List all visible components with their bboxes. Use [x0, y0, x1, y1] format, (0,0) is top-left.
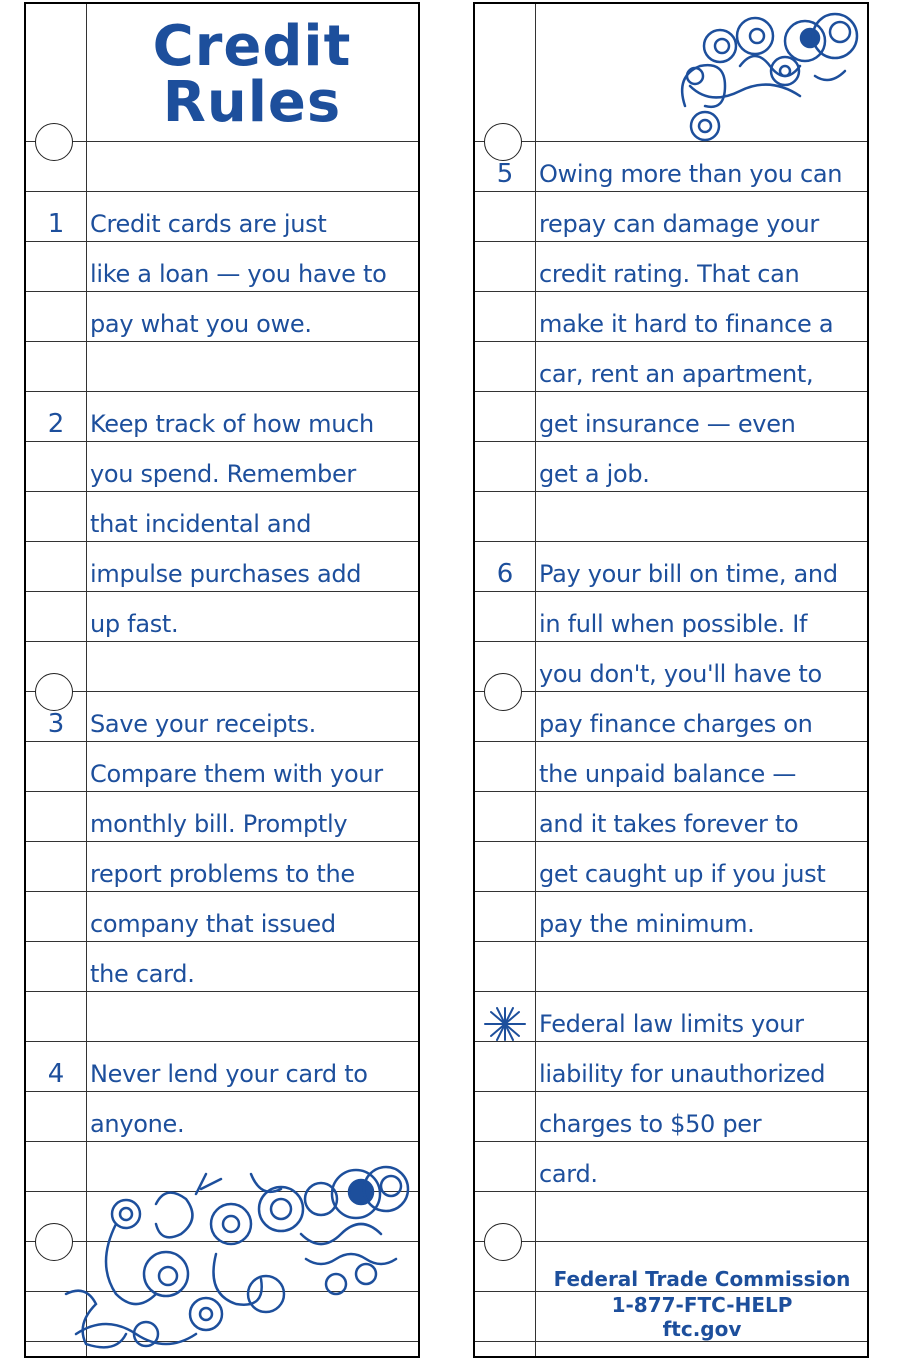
rule-text-line: Keep track of how much — [90, 410, 374, 438]
rule-text-line: that incidental and — [90, 510, 312, 538]
rule-text-line: like a loan — you have to — [90, 260, 387, 288]
rule-text-line: anyone. — [90, 1110, 185, 1138]
rule-text-line: card. — [539, 1160, 598, 1188]
rule-text-line: make it hard to finance a — [539, 310, 834, 338]
rule-text-line: report problems to the — [90, 860, 355, 888]
right-notebook-page — [473, 2, 869, 1358]
rule-text-line: company that issued — [90, 910, 336, 938]
ruled-line — [26, 691, 418, 692]
rule-text-line: in full when possible. If — [539, 610, 808, 638]
title-line-2: Rules — [162, 70, 342, 135]
rule-number: 3 — [47, 709, 65, 739]
rule-text-line: up fast. — [90, 610, 179, 638]
rule-text-line: the card. — [90, 960, 195, 988]
rule-text-line: credit rating. That can — [539, 260, 800, 288]
rule-text-line: Pay your bill on time, and — [539, 560, 838, 588]
rule-text-line: you don't, you'll have to — [539, 660, 822, 688]
rule-text-line: car, rent an apartment, — [539, 360, 814, 388]
rule-text-line: pay finance charges on — [539, 710, 813, 738]
title-line-1: Credit — [152, 14, 352, 79]
rule-text-line: liability for unauthorized — [539, 1060, 826, 1088]
agency-name: Federal Trade Commission — [553, 1267, 851, 1291]
left-notebook-page — [24, 2, 420, 1358]
rule-number: 6 — [496, 559, 514, 589]
rule-text-line: Save your receipts. — [90, 710, 316, 738]
ruled-line — [26, 391, 418, 392]
ruled-line — [475, 991, 867, 992]
rule-text-line: Owing more than you can — [539, 160, 843, 188]
rule-text-line: you spend. Remember — [90, 460, 356, 488]
swirl-doodle-icon — [56, 1164, 416, 1354]
rule-text-line: get insurance — even — [539, 410, 796, 438]
rule-text-line: Credit cards are just — [90, 210, 327, 238]
rule-text-line: and it takes forever to — [539, 810, 799, 838]
rule-number: 4 — [47, 1059, 65, 1089]
ruled-line — [26, 141, 418, 142]
rule-text-line: pay the minimum. — [539, 910, 755, 938]
binder-hole — [484, 673, 522, 711]
rule-number: 2 — [47, 409, 65, 439]
rule-text-line: monthly bill. Promptly — [90, 810, 348, 838]
ruled-line — [475, 1241, 867, 1242]
margin-line — [86, 4, 87, 1356]
rule-text-line: pay what you owe. — [90, 310, 312, 338]
rule-text-line: Compare them with your — [90, 760, 383, 788]
rule-number: 5 — [496, 159, 514, 189]
rule-text-line: get a job. — [539, 460, 650, 488]
rule-text-line: the unpaid balance — — [539, 760, 797, 788]
margin-line — [535, 4, 536, 1356]
ruled-line — [26, 641, 418, 642]
ruled-line — [26, 191, 418, 192]
asterisk-icon — [475, 999, 535, 1049]
rule-number: 1 — [47, 209, 65, 239]
ruled-line — [26, 1141, 418, 1142]
ruled-line — [26, 991, 418, 992]
ruled-line — [475, 1191, 867, 1192]
rule-text-line: impulse purchases add — [90, 560, 362, 588]
ruled-line — [475, 541, 867, 542]
rule-text-line: repay can damage your — [539, 210, 819, 238]
ruled-line — [475, 491, 867, 492]
rule-text-line: charges to $50 per — [539, 1110, 762, 1138]
rule-text-line: Never lend your card to — [90, 1060, 368, 1088]
swirl-doodle-icon — [665, 6, 865, 146]
binder-hole — [484, 1223, 522, 1261]
rule-text-line: get caught up if you just — [539, 860, 826, 888]
rule-text-line: Federal law limits your — [539, 1010, 804, 1038]
website-link[interactable]: ftc.gov — [662, 1317, 742, 1341]
ruled-line — [26, 1041, 418, 1042]
binder-hole — [35, 123, 73, 161]
phone-number: 1-877-FTC-HELP — [611, 1293, 793, 1317]
